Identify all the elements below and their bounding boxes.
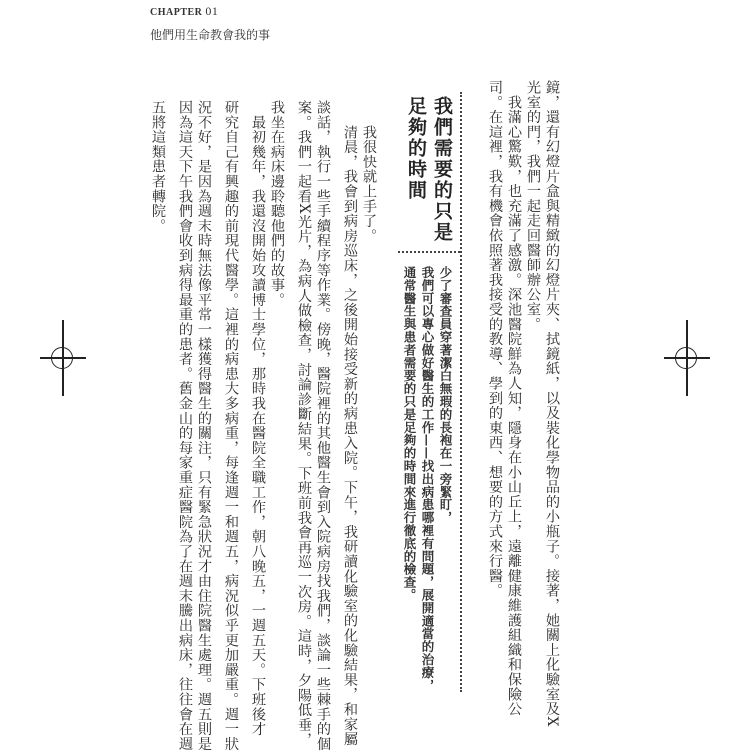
chapter-word: CHAPTER — [150, 7, 203, 18]
callout-text-line: 少了審查員穿著潔白無瑕的長袍在一旁緊盯， — [438, 266, 453, 524]
callout-vertical-dotted-rule — [460, 92, 462, 692]
body-column: 我滿心驚歎，也充滿了感激。深池醫院鮮為人知，隱身在小山丘上，遠離健康維護組織和保險公 — [506, 80, 522, 717]
chapter-label — [150, 4, 270, 19]
body-column: 談話，執行一些手續程序等作業。傍晚，醫院裡的其他醫生會到入院病房找我們，談論一些棘手的個 — [315, 100, 331, 751]
callout-title-line: 我們需要的只是 — [431, 96, 453, 243]
body-column: 我坐在病床邊聆聽他們的故事。 — [269, 100, 285, 308]
running-title: 他們用生命教會我的事 — [150, 28, 271, 42]
crosshair-registration-mark-icon — [40, 320, 86, 396]
page-header — [150, 4, 270, 43]
callout-text-line: 通常醫生與患者需要的只是足夠的時間來進行徹底的檢查。 — [402, 266, 417, 602]
chapter-number: 01 — [205, 4, 219, 18]
callout-title-line: 足夠的時間 — [405, 96, 427, 201]
callout-text-line: 我們可以專心做好醫生的工作——找出病患哪裡有問題，展開適當的治療， — [420, 266, 435, 692]
body-column: 清晨，我會到病房巡床，之後開始接受新的病患入院。下午，我研讀化驗室的化驗結果，和家屬 — [342, 110, 358, 747]
body-column: 研究自己有興趣的前現代醫學。這裡的病患大多病重，每逢週一和週五，病況似乎更加嚴重。週一狀 — [223, 100, 239, 751]
callout-horizontal-dotted-rule — [398, 251, 460, 253]
body-column: 案。我們一起看X光片，為病人做檢查，討論診斷結果。下班前我會再巡一次房。這時，夕陽低垂， — [296, 100, 312, 748]
body-column: 鏡，還有幻燈片盒與精緻的幻燈片夾、拭鏡紙，以及裝化學物品的小瓶子。接著，她關上化驗室及X — [544, 80, 560, 728]
body-column: 最初幾年，我還沒開始攻讀博士學位，那時我在醫院全職工作，朝八晚五，一週五天。下班後才 — [250, 100, 266, 737]
crosshair-registration-mark-icon — [664, 320, 710, 396]
body-column: 況不好，是因為週末時無法像平常一樣獲得醫生的關注，只有緊急狀況才由住院醫生處理。週五則是 — [196, 100, 212, 751]
body-column: 因為這天下午我們會收到病得最重的患者。舊金山的每家重症醫院為了在週末騰出病床，往往會在週 — [177, 100, 193, 751]
body-column: 五將這類患者轉院。 — [150, 100, 166, 234]
body-column: 司。在這裡，我有機會依照著我接受的教導、學到的東西、想要的方式來行醫。 — [487, 80, 503, 598]
body-column: 我很快就上手了。 — [361, 110, 377, 244]
body-column: 光室的門，我們一起走回醫師辦公室。 — [525, 80, 541, 332]
